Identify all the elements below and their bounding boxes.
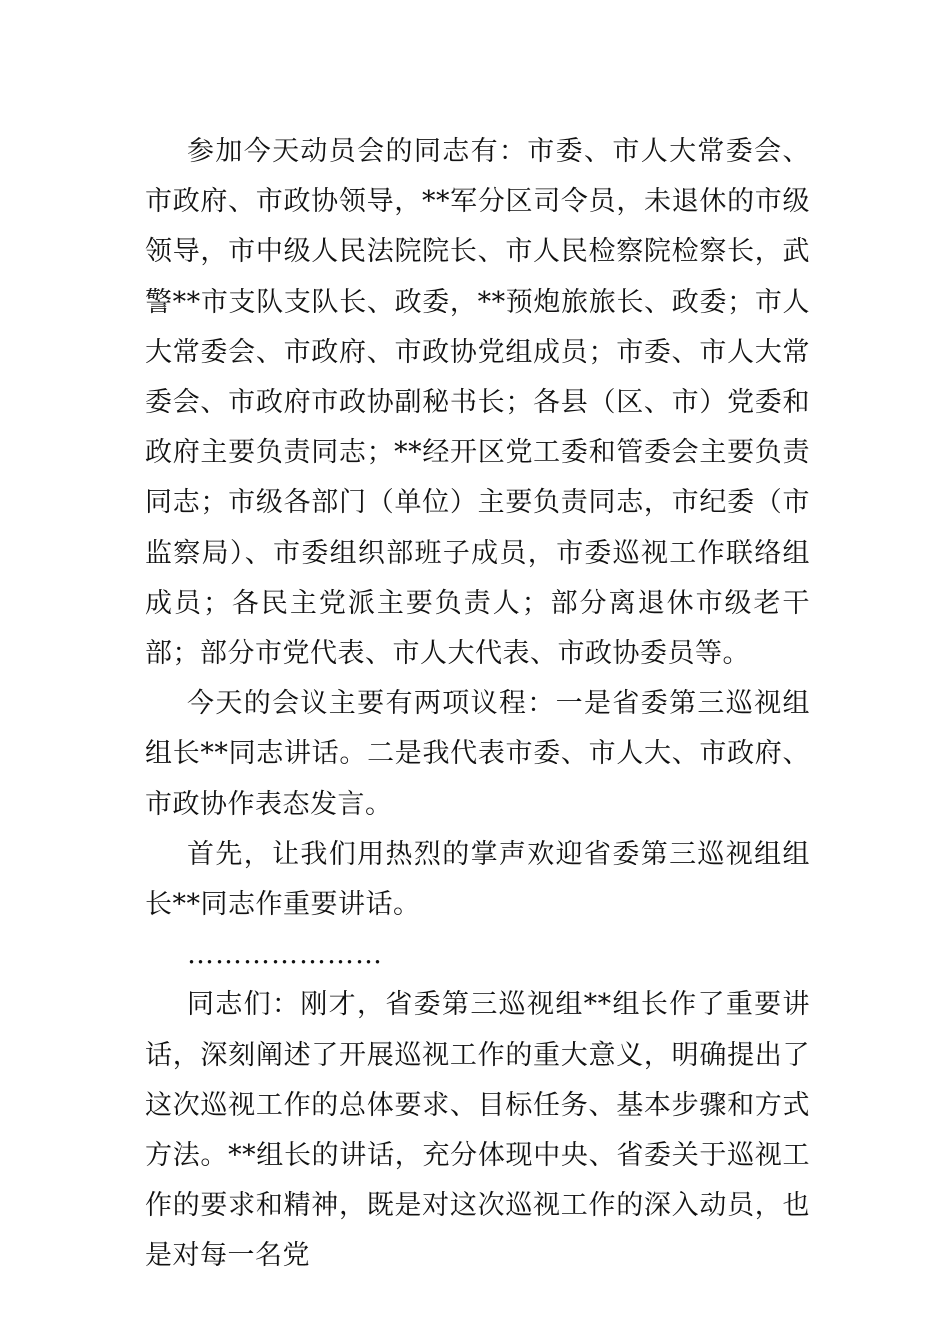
paragraph-welcome: 首先，让我们用热烈的掌声欢迎省委第三巡视组组长**同志作重要讲话。: [145, 838, 810, 921]
document-body: [145, 127, 810, 1282]
paragraph-ellipsis: …………………: [187, 939, 383, 971]
paragraph-attendees: 参加今天动员会的同志有：市委、市人大常委会、市政府、市政协领导，**军分区司令员，未退休的市级领导，市中级人民法院院长、市人民检察院检察长，武警**市支队支队长、政委，**预炮旅旅长、政委；市人大常委会、市政府、市政协党组成员；市委、市人大常委会、市政府市政协副秘书长；各县（区、市）党委和政府主要负责同志；**经开区党工委和管委会主要负责同志；市级各部门（单位）主要负责同志，市纪委（市监察局）、市委组织部班子成员，市委巡视工作联络组成员；各民主党派主要负责人；部分离退休市级老干部；部分市党代表、市人大代表、市政协委员等。: [145, 136, 810, 670]
paragraph-agenda: 今天的会议主要有两项议程：一是省委第三巡视组组长**同志讲话。二是我代表市委、市人大、市政府、市政协作表态发言。: [145, 688, 810, 820]
paragraph-comrades: 同志们：刚才，省委第三巡视组**组长作了重要讲话，深刻阐述了开展巡视工作的重大意义，明确提出了这次巡视工作的总体要求、目标任务、基本步骤和方式方法。**组长的讲话，充分体现中央、省委关于巡视工作的要求和精神，既是对这次巡视工作的深入动员，也是对每一名党: [145, 989, 810, 1272]
